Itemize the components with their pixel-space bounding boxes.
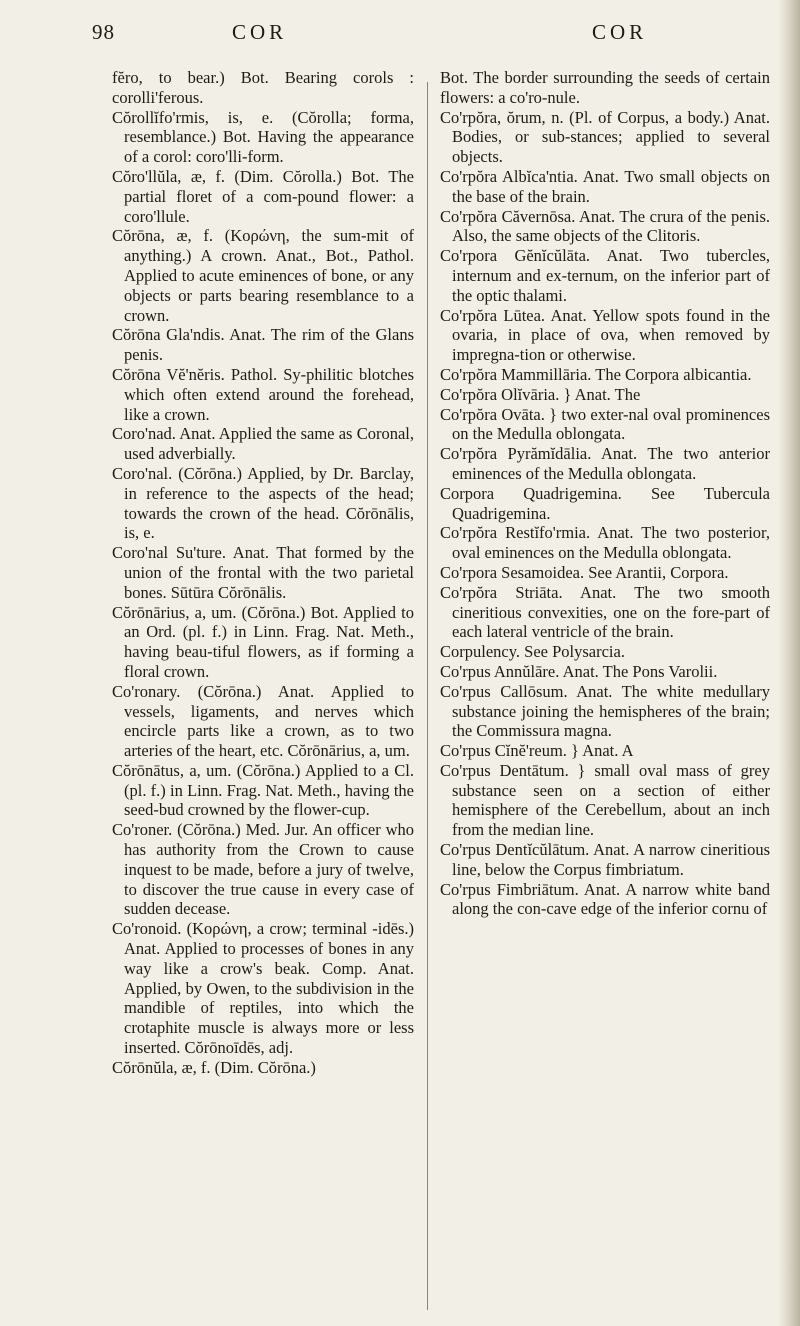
entry-corpus-denticulatum: Co'rpus Dentĭcŭlātum. Anat. A narrow cineritious line, below the Corpus fimbriatum.: [440, 840, 770, 879]
entry-corona-glandis: Cŏrōna Gla'ndis. Anat. The rim of the Glans penis.: [112, 325, 414, 365]
entry-corpora-geniculata: Co'rpora Gĕnĭcŭlāta. Anat. Two tubercles, internum and ex-ternum, on the inferior part of the optic thalami.: [440, 246, 770, 305]
entry-corpulency: Corpulency. See Polysarcia.: [440, 642, 625, 662]
entry-corona-veneris: Cŏrōna Vĕ'nĕris. Pathol. Sy-philitic blotches which often extend around the forehead, like a crown.: [112, 364, 414, 424]
entry-corpora-quadrigemina: Corpora Quadrigemina. See Tubercula Quadrigemina.: [440, 483, 770, 523]
entry-coronary: Co'ronary. (Cŏrōna.) Anat. Applied to vessels, ligaments, and nerves which encircle parts like a crown, as to two arteries of the heart, etc. Cŏrōnārius, a, um.: [112, 681, 414, 761]
entry-corpora-lutea: Co'rpŏra Lūtea. Anat. Yellow spots found in the ovaria, in place of ova, when removed by impregna-tion or otherwise.: [440, 305, 770, 365]
entry-corpora-ovata: Co'rpŏra Ovāta. } two exter-nal oval prominences on the Medulla oblongata.: [440, 404, 770, 444]
entry-corpora-pyramidalia: Co'rpŏra Pyrămĭdālia. Anat. The two anterior eminences of the Medulla oblongata.: [440, 444, 770, 483]
entry-corpus-dentatum: Co'rpus Dentātum. } small oval mass of grey substance seen on a section of either hemisphere of the Cerebellum, about an inch from the median line.: [440, 760, 770, 840]
entry-coronal: Coro'nal. (Cŏrōna.) Applied, by Dr. Barclay, in reference to the aspects of the head; towards the crown of the head. Cŏrōnālis, is, e.: [112, 463, 414, 543]
right-guide-word: COR: [592, 20, 648, 44]
entry-corpora-sesamoidea: Co'rpora Sesamoidea. See Arantii, Corpora.: [440, 562, 729, 582]
page-edge-shadow: [778, 0, 800, 1326]
page-number: 98: [92, 20, 115, 44]
entry-continuation: fĕro, to bear.) Bot. Bearing corols : corolli'ferous.: [112, 68, 414, 107]
left-guide-word: COR: [232, 20, 288, 44]
entry-corpora-cavernosa: Co'rpŏra Căvernōsa. Anat. The crura of the penis. Also, the same objects of the Clitoris.: [440, 206, 770, 246]
entry-coronula: Cŏrōnŭla, æ, f. (Dim. Cŏrōna.): [112, 1057, 316, 1077]
entry-corpus-fimbriatum: Co'rpus Fimbriātum. Anat. A narrow white band along the con-cave edge of the inferior cornu of: [440, 879, 770, 919]
left-column: [112, 68, 414, 1078]
entry-coronoid: Co'ronoid. (Κορώνη, a crow; terminal -idēs.) Anat. Applied to processes of bones in any way like a crow's beak. Comp. Anat. Applied, by Owen, to the subdivision in the mandible of reptiles, into which the crotaphite muscle is always more or less inserted. Cŏrōnoīdēs, adj.: [112, 919, 414, 1058]
entry-corpora-striata: Co'rpŏra Striāta. Anat. The two smooth cineritious convexities, one on the fore-part of each lateral ventricle of the brain.: [440, 582, 770, 642]
entry-coronad: Coro'nad. Anat. Applied the same as Coronal, used adverbially.: [112, 424, 414, 464]
column-divider: [427, 82, 428, 1310]
entry-corpora-restiformia: Co'rpŏra Restĭfo'rmia. Anat. The two posterior, oval eminences on the Medulla oblongata.: [440, 523, 770, 563]
entry-coroner: Co'roner. (Cŏrōna.) Med. Jur. An officer who has authority from the Crown to cause inquest to be made, before a jury of twelve, to discover the true cause in every case of sudden decease.: [112, 820, 414, 919]
entry-corpora-mammillaria: Co'rpŏra Mammillāria. The Corpora albicantia.: [440, 364, 752, 384]
entry-corpora-olivaria: Co'rpŏra Olĭvāria. } Anat. The: [440, 384, 641, 404]
entry-corpus-annulare: Co'rpus Annŭlāre. Anat. The Pons Varolii.: [440, 661, 718, 681]
running-header: [0, 12, 800, 42]
entry-corpus-cinereum: Co'rpus Cĭnĕ'reum. } Anat. A: [440, 741, 634, 761]
right-column: [440, 68, 770, 919]
entry-coronarius: Cŏrōnārius, a, um. (Cŏrōna.) Bot. Applied to an Ord. (pl. f.) in Linn. Frag. Nat. Meth., having beau-tiful flowers, as if forming a floral crown.: [112, 602, 414, 681]
entry-corpus-callosum: Co'rpus Callōsum. Anat. The white medullary substance joining the hemispheres of the brain; the Commissura magna.: [440, 681, 770, 741]
entry-corona: Cŏrōna, æ, f. (Κορώνη, the sum-mit of anything.) A crown. Anat., Bot., Pathol. Applied to acute eminences of bone, or any objects or parts bearing resemblance to a crown.: [112, 226, 414, 325]
entry-coronatus: Cŏrōnātus, a, um. (Cŏrōna.) Applied to a Cl. (pl. f.) in Linn. Frag. Nat. Meth., having the seed-bud crowned by the flower-cup.: [112, 760, 414, 820]
entry-coronal-suture: Coro'nal Su'ture. Anat. That formed by the union of the frontal with the two parietal bones. Sūtūra Cŏrōnālis.: [112, 543, 414, 602]
entry-corollula: Cŏro'llŭla, æ, f. (Dim. Cŏrolla.) Bot. The partial floret of a com-pound flower: a coro'llule.: [112, 166, 414, 226]
entry-corolliformis: Cŏrollĭfo'rmis, is, e. (Cŏrolla; forma, resemblance.) Bot. Having the appearance of a corol: coro'lli-form.: [112, 107, 414, 167]
entry-corpora: Co'rpŏra, ŏrum, n. (Pl. of Corpus, a body.) Anat. Bodies, or sub-stances; applied to several objects.: [440, 107, 770, 167]
entry-corpora-albicantia: Co'rpŏra Albĭca'ntia. Anat. Two small objects on the base of the brain.: [440, 166, 770, 206]
entry-continuation: Bot. The border surrounding the seeds of certain flowers: a co'ro-nule.: [440, 68, 770, 107]
